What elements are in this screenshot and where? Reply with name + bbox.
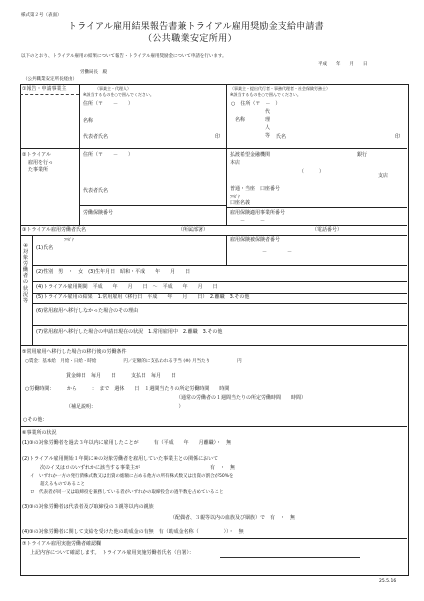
- agent-type-note: （事業主・提出代行者・事務代理者・社会保険労務士）: [230, 86, 330, 91]
- form-title: トライアル雇用結果報告書兼トライアル雇用奨励金支給申請書: [68, 22, 324, 32]
- section4-vertical-label: ④ 対 象 労 働 者 の 状 況 等: [22, 243, 29, 304]
- relation-row-5: ロ 代表者が同一又は取締役を兼務している者がいずれかの取締役会の過半数を占めていること: [30, 490, 224, 495]
- applicant-name-label: 名称: [83, 118, 94, 124]
- relatives-row-1: (3)③の対象労働者は代表者及び取締役の３親等以内の親族: [22, 504, 154, 510]
- office-number-label: 雇用保険適用事業所番号: [230, 210, 286, 216]
- form-number: 様式第２号（表面）: [21, 13, 62, 18]
- trial-result-row: (5)トライアル雇用の結果 1.常用雇用（移行日 平成 年 月 日） 2.離職 3.その他: [36, 294, 250, 300]
- agent-seal: 印: [395, 134, 401, 140]
- trial-period-row: (4)トライアル雇用期間 平成 年 月 日 〜 平成 年 月 日: [36, 284, 218, 290]
- establishment-address-label: 住所（〒 － ）: [83, 152, 134, 158]
- other-conditions-row: ○その他：: [23, 417, 48, 423]
- agent-name-label: 名称: [235, 117, 246, 123]
- insured-number-label: 雇用保険被保険者番号: [230, 237, 281, 243]
- wage-cutoff-row: 賃金締日 毎月 日 支払日 毎月 日: [66, 373, 177, 379]
- worker-name-label: (1)氏名: [36, 245, 54, 251]
- applicant-address-label: 住所（〒 － ）: [83, 101, 134, 107]
- working-hours-row: ○労働時間： から ： まで 週休 日 １週間当たりの所定労働時間 時間: [25, 386, 230, 392]
- relatives-row-2: （配偶者、３親等以内の血族及び姻族）で 有 ・ 無: [170, 515, 296, 521]
- account-holder-label: 口座名義: [230, 200, 251, 206]
- application-date: 平成 年 月 日: [318, 62, 368, 67]
- account-type-label: 普通・当座 口座番号: [230, 186, 281, 192]
- regular-hours-row: （通常の労働者の１週間当たりの所定労働時間 時間）: [176, 395, 307, 401]
- applicant-type-instruction: ※該当するものを○で囲んでください。: [83, 92, 154, 97]
- section7-title: ⑦トライアル雇用実施労働者確認欄: [22, 541, 101, 547]
- addressee-via-office: （公共職業安定所長経由）: [23, 77, 77, 82]
- relation-row-2: 次のイ又はロのいずれかに該当する事業主が 有 ・ 無: [40, 465, 236, 471]
- section5-title: ⑤常用雇用へ移行した場合の移行後の労働条件: [22, 349, 127, 355]
- not-transferred-reason-row: (6)常用雇用へ移行しなかった場合のその理由: [36, 308, 139, 314]
- applicant-seal: 印: [215, 134, 221, 140]
- section6-title: ⑥事業所の状況: [22, 430, 57, 436]
- bank-label: 払渡希望金融機関: [230, 152, 271, 158]
- applicant-type-note: （事業主・代理人）: [95, 86, 131, 91]
- department-header: （所属部署）: [178, 227, 209, 233]
- section1-label: ①報告・申請事業主: [22, 86, 67, 92]
- worker-kana-label: ﾌﾘｶﾞﾅ: [64, 237, 74, 242]
- other-subsidy-row: (4)③の対象労働者に関して支給を受けた他の助成金の有無 有（助成金名称（ ））・ 無: [22, 529, 244, 535]
- bank-suffix: 銀行: [357, 152, 368, 158]
- phone-header: （電話番号）: [312, 227, 343, 233]
- relation-row-1: (2)トライアル雇用開始１年間に④の対象労働者を雇用していた事業主との関係において: [22, 456, 219, 462]
- bank-branch-paren: （ ）: [299, 169, 325, 175]
- signature-line: [220, 557, 360, 558]
- labor-insurance-label: 労働保険番号: [83, 210, 114, 216]
- supplement-row: （補足説明： ）: [66, 404, 184, 410]
- insured-number-value: － －: [262, 249, 293, 255]
- agent-address-label: ○ 住所（〒 － ）: [231, 101, 281, 107]
- past-employment-row: (1)③の対象労働者を過去３年以内に雇用したことが 有（平成 年 月離職）・ 無: [22, 440, 232, 446]
- wage-row: ○賃金：基本給 月給・日給・時給 円／定額的に支払われる手当 (※) 月当たり 円: [25, 359, 242, 364]
- intro-text: 以下のとおり、トライアル雇用の結果について報告・トライアル雇用奨励金について申請を行います。: [21, 54, 227, 59]
- agent-vertical-4: 等: [265, 133, 271, 139]
- agent-vertical-3: 人: [265, 125, 271, 131]
- establishment-representative-label: 代表者氏名: [83, 188, 109, 194]
- agent-type-instruction: ※該当するものを○で囲んでください。: [230, 92, 301, 97]
- agent-person-label: 氏名: [276, 134, 287, 140]
- confirmation-text: 上記内容について確認します。 トライアル雇用実施労働者氏名（自署）：: [30, 550, 195, 556]
- form-subtitle: （公共職業安定所用）: [143, 34, 238, 44]
- version-date: 25.5.16: [379, 579, 397, 584]
- agent-vertical-1: 代: [265, 109, 271, 115]
- account-holder-kana: ﾌﾘｶﾞﾅ: [230, 194, 240, 199]
- gender-birthdate-row: (2)性別 男 ・ 女 (3)生年月日 昭和・平成 年 月 日: [36, 269, 191, 275]
- addressee-labor-bureau: 労働局長 殿: [80, 70, 107, 75]
- office-number-value: － －: [240, 218, 266, 224]
- bank-branch-label: 支店: [378, 173, 389, 179]
- current-status-row: (7)常用雇用へ移行した場合の申請日現在の状況 1.常用雇用中 2.離職 3.その他: [36, 329, 223, 335]
- relation-row-3: イ いずれか一方の発行済株式数又は出資の総額に占める他方の所有株式数又は出資の割合が50%を: [30, 474, 234, 479]
- applicant-representative-label: 代表者氏名: [83, 134, 109, 140]
- bank-head-office: 本店: [230, 160, 241, 166]
- relation-row-4: 超えるものであること: [40, 482, 85, 487]
- agent-vertical-2: 理: [265, 117, 271, 123]
- section3-label: ③トライアル雇用労働者氏名: [22, 227, 86, 233]
- section2-label: ②トライアル 雇用を行っ た事業所: [22, 152, 54, 173]
